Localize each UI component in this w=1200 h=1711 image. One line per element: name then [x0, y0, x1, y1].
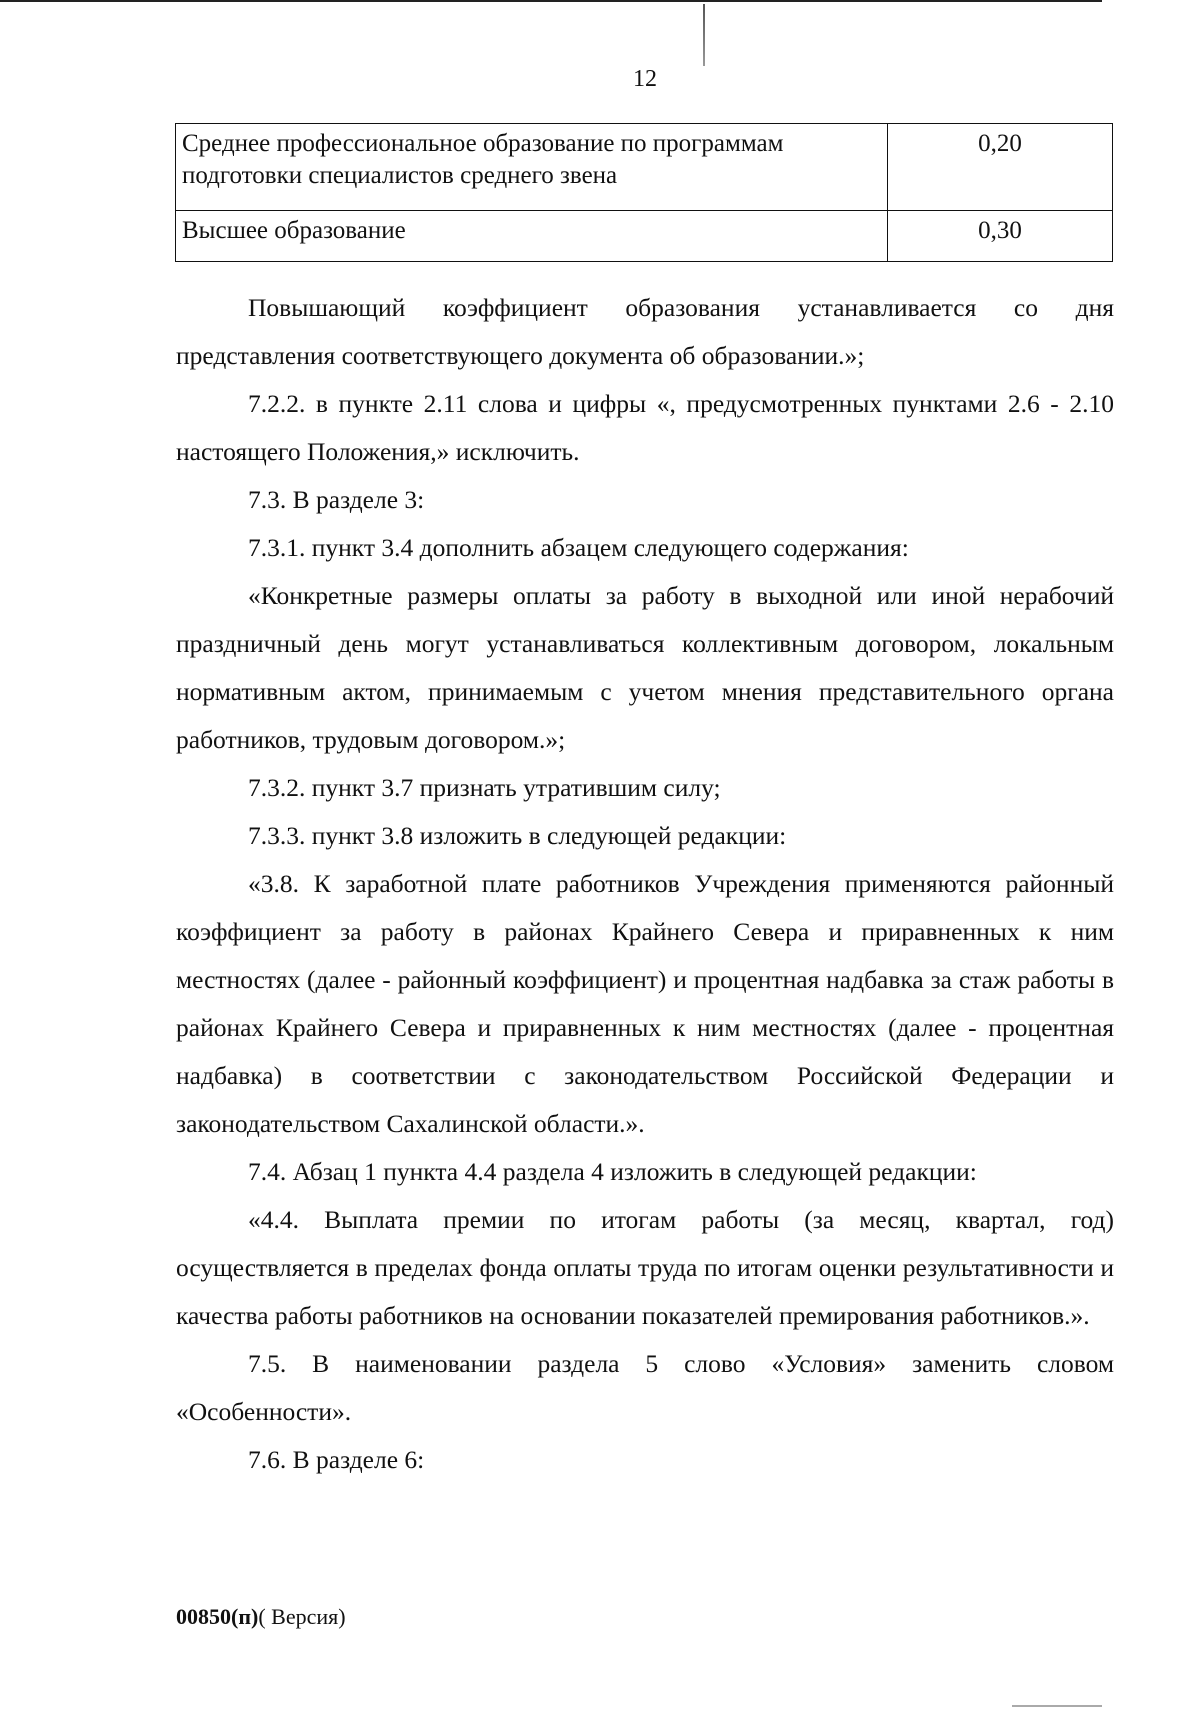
paragraph: «4.4. Выплата премии по итогам работы (за месяц, квартал, год) осуществляется в пределах фонда оплаты труда по итогам оценки результативности и качества работы работников на основании показателей премирования работников.». [176, 1205, 1114, 1330]
document-version: ( Версия) [258, 1604, 346, 1629]
table-cell-value: 0,30 [888, 211, 1113, 262]
paragraph: 7.5. В наименовании раздела 5 слово «Условия» заменить словом «Особенности». [176, 1349, 1114, 1426]
table-cell-label: Среднее профессиональное образование по программам подготовки специалистов среднего звена [176, 124, 888, 211]
table-cell-label: Высшее образование [176, 211, 888, 262]
table-row [176, 211, 1113, 262]
scan-artifact [703, 4, 705, 66]
document-code: 00850(п) [176, 1604, 259, 1629]
paragraph: «3.8. К заработной плате работников Учреждения применяются районный коэффициент за работу в районах Крайнего Севера и приравненных к ним местностях (далее - районный коэффициент) и процентная надбавка за стаж работы в районах Крайнего Севера и приравненных к ним местностях (далее - процентная надбавка) в соответствии с законодательством Российской Федерации и законодательством Сахалинской области.». [176, 869, 1114, 1138]
paragraph: 7.3. В разделе 3: [248, 485, 425, 514]
paragraph: 7.2.2. в пункте 2.11 слова и цифры «, предусмотренных пунктами 2.6 - 2.10 настоящего Положения,» исключить. [176, 389, 1114, 466]
paragraph: «Конкретные размеры оплаты за работу в выходной или иной нерабочий праздничный день могут устанавливаться коллективным договором, локальным нормативным актом, принимаемым с учетом мнения представительного органа работников, трудовым договором.»; [176, 581, 1114, 754]
paragraph: 7.6. В разделе 6: [248, 1445, 425, 1474]
document-body [176, 284, 1114, 1484]
document-footer [176, 1604, 346, 1630]
paragraph: Повышающий коэффициент образования устанавливается со дня представления соответствующего документа об образовании.»; [176, 293, 1114, 370]
table-cell-value: 0,20 [888, 124, 1113, 211]
top-border-line [0, 0, 1102, 2]
table-row [176, 124, 1113, 211]
page-number: 12 [633, 66, 657, 92]
paragraph: 7.4. Абзац 1 пункта 4.4 раздела 4 изложить в следующей редакции: [248, 1157, 977, 1186]
paragraph: 7.3.2. пункт 3.7 признать утратившим силу; [248, 773, 721, 802]
paragraph: 7.3.3. пункт 3.8 изложить в следующей редакции: [248, 821, 787, 850]
paragraph: 7.3.1. пункт 3.4 дополнить абзацем следующего содержания: [248, 533, 909, 562]
coefficient-table [175, 123, 1113, 262]
bottom-border-line [1012, 1705, 1102, 1707]
